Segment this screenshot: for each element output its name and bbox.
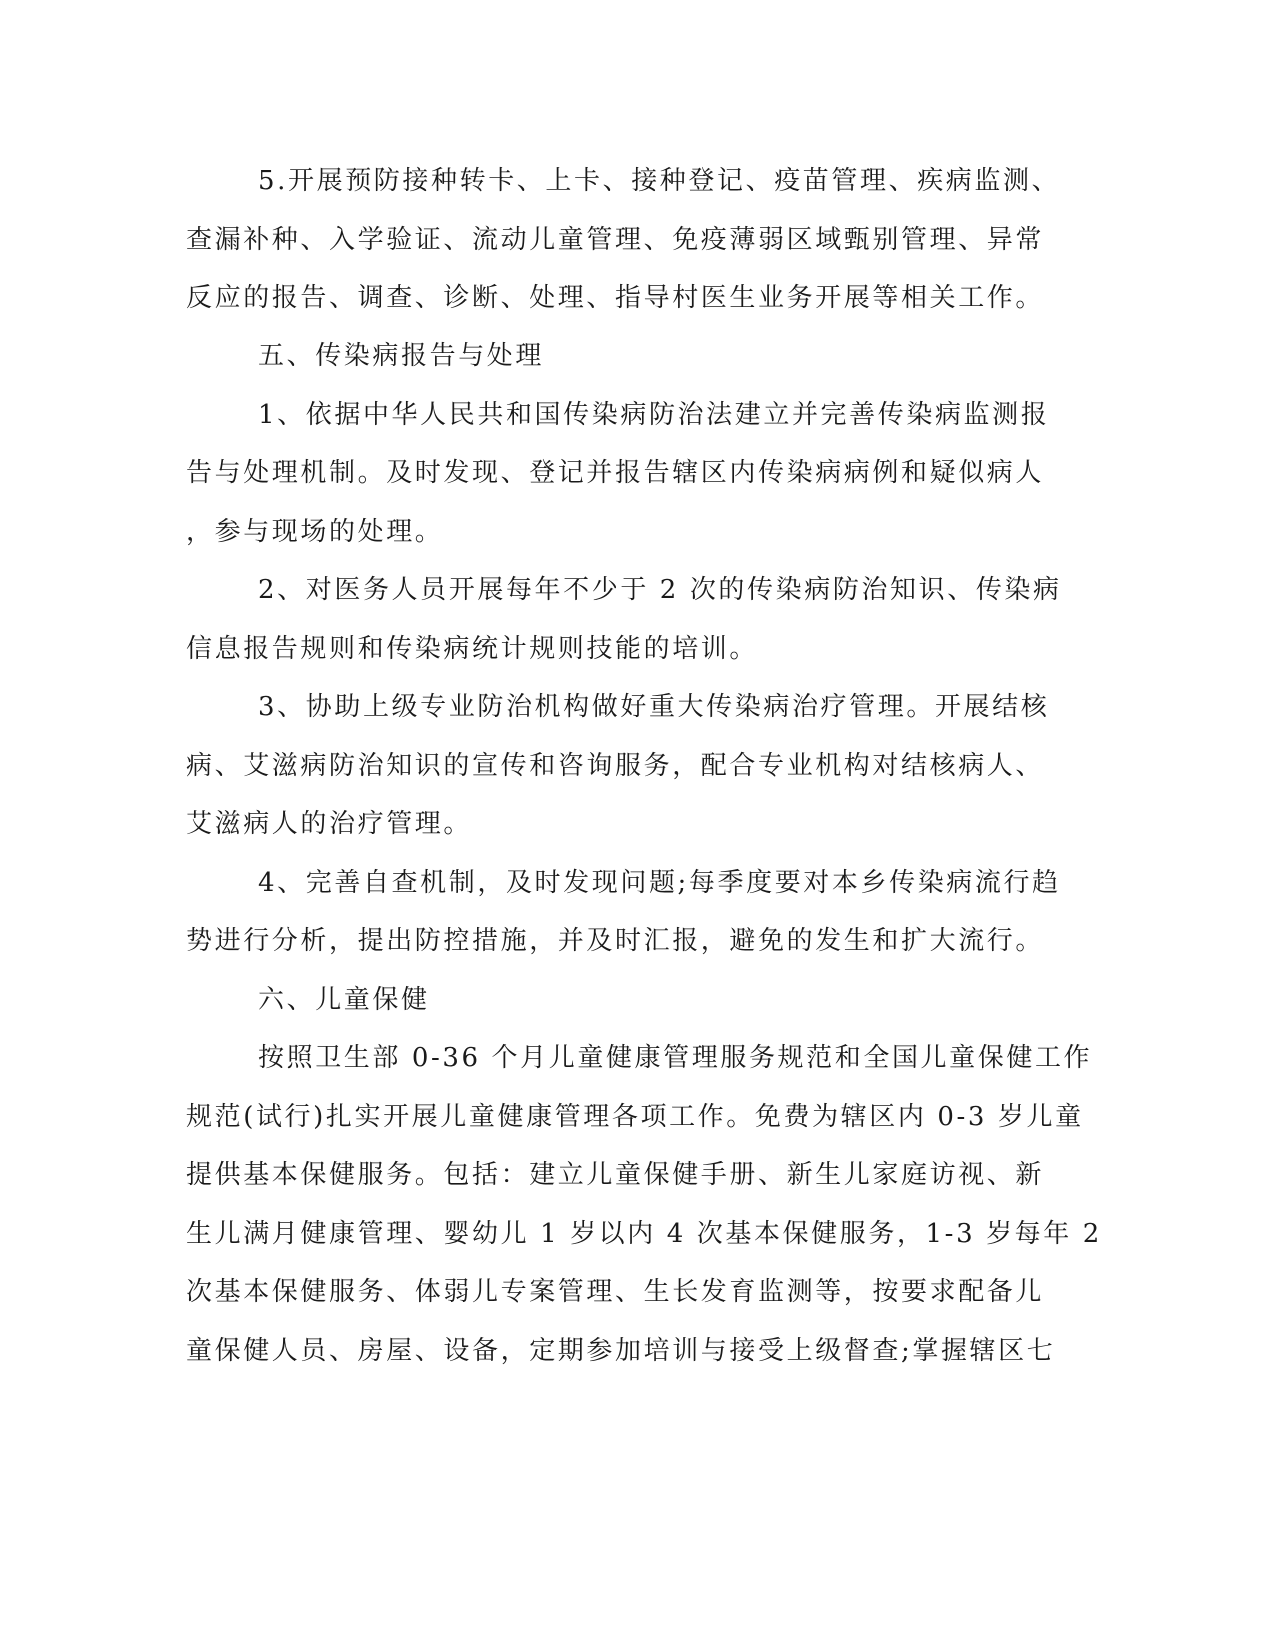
text-line: 按照卫生部 0-36 个月儿童健康管理服务规范和全国儿童保健工作 <box>258 1043 1093 1073</box>
text-line: 信息报告规则和传染病统计规则技能的培训。 <box>186 634 759 664</box>
text-line: 次基本保健服务、体弱儿专案管理、生长发育监测等，按要求配备儿 <box>186 1277 1045 1307</box>
text-line: 3、协助上级专业防治机构做好重大传染病治疗管理。开展结核 <box>258 692 1050 722</box>
text-line: 5.开展预防接种转卡、上卡、接种登记、疫苗管理、疾病监测、 <box>258 166 1061 196</box>
text-line: 4、完善自查机制，及时发现问题;每季度要对本乡传染病流行趋 <box>258 868 1061 898</box>
section-heading: 六、儿童保健 <box>258 985 430 1015</box>
text-line: 童保健人员、房屋、设备，定期参加培训与接受上级督查;掌握辖区七 <box>186 1336 1056 1366</box>
text-line: 查漏补种、入学验证、流动儿童管理、免疫薄弱区域甄别管理、异常 <box>186 225 1045 255</box>
text-line: 1、依据中华人民共和国传染病防治法建立并完善传染病监测报 <box>258 400 1050 430</box>
text-line: 生儿满月健康管理、婴幼儿 1 岁以内 4 次基本保健服务，1-3 岁每年 2 <box>186 1219 1102 1249</box>
section-heading: 五、传染病报告与处理 <box>258 341 545 371</box>
text-line: 病、艾滋病防治知识的宣传和咨询服务，配合专业机构对结核病人、 <box>186 751 1045 781</box>
text-line: 艾滋病人的治疗管理。 <box>186 809 473 839</box>
text-line: ，参与现场的处理。 <box>186 517 444 547</box>
text-line: 提供基本保健服务。包括：建立儿童保健手册、新生儿家庭访视、新 <box>186 1160 1045 1190</box>
text-line: 反应的报告、调查、诊断、处理、指导村医生业务开展等相关工作。 <box>186 283 1045 313</box>
text-line: 2、对医务人员开展每年不少于 2 次的传染病防治知识、传染病 <box>258 575 1062 605</box>
text-line: 告与处理机制。及时发现、登记并报告辖区内传染病病例和疑似病人 <box>186 458 1045 488</box>
text-line: 势进行分析，提出防控措施，并及时汇报，避免的发生和扩大流行。 <box>186 926 1045 956</box>
text-line: 规范(试行)扎实开展儿童健康管理各项工作。免费为辖区内 0-3 岁儿童 <box>186 1102 1084 1132</box>
